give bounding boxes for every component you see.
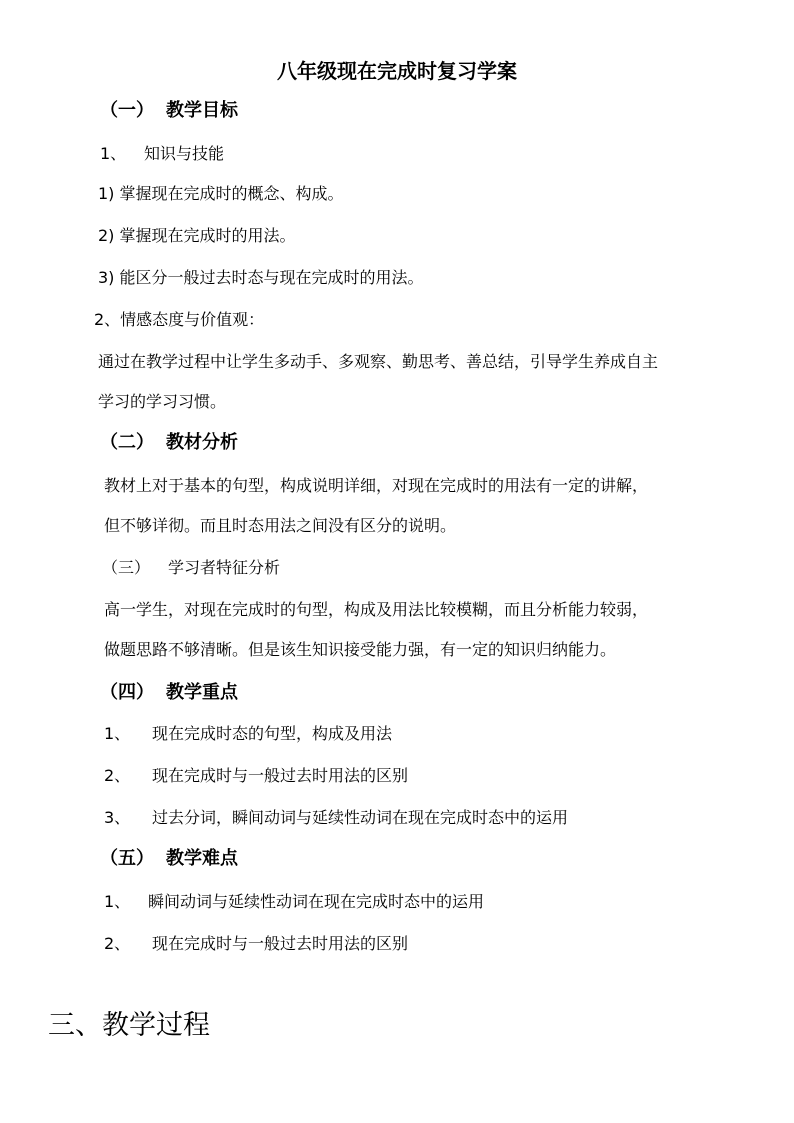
list-item (100, 142, 224, 166)
sub-item: 2) 掌握现在完成时的用法。 (98, 226, 296, 245)
item-number: 2、 (104, 934, 131, 953)
section-title: 学习者特征分析 (168, 558, 281, 577)
section-number: （五） (100, 848, 154, 869)
section-title: 教学难点 (166, 848, 238, 869)
list-item (104, 722, 392, 746)
item-text: 现在完成时与一般过去时用法的区别 (152, 934, 409, 953)
item-text: 知识与技能 (144, 144, 225, 163)
list-item (104, 890, 484, 914)
section-heading-learners (102, 556, 280, 580)
section-number: （三） (102, 558, 151, 577)
item-number: 1、 (100, 144, 127, 163)
item-text: 过去分词，瞬间动词与延续性动词在现在完成时态中的运用 (152, 808, 569, 827)
item-number: 1、 (104, 892, 131, 911)
item-text: 现在完成时与一般过去时用法的区别 (152, 766, 409, 785)
paragraph-line: 但不够详彻。而且时态用法之间没有区分的说明。 (104, 516, 457, 535)
paragraph-line: 学习的学习习惯。 (98, 392, 227, 411)
item-number: 3、 (104, 808, 131, 827)
section-title: 教学重点 (166, 682, 238, 703)
section-heading-teaching-process: 三、教学过程 (48, 1010, 210, 1041)
section-title: 教学目标 (166, 100, 238, 121)
section-heading-key-points (100, 680, 238, 706)
item-number: 2、 (104, 766, 131, 785)
section-title: 教材分析 (166, 432, 238, 453)
list-item (104, 764, 408, 788)
section-heading-materials (100, 430, 238, 456)
paragraph-line: 做题思路不够清晰。但是该生知识接受能力强，有一定的知识归纳能力。 (104, 640, 617, 659)
section-number: （四） (100, 682, 154, 703)
item-number: 1、 (104, 724, 131, 743)
list-item: 2、情感态度与价值观： (94, 310, 265, 329)
sub-item: 1) 掌握现在完成时的概念、构成。 (98, 184, 344, 203)
paragraph-line: 高一学生，对现在完成时的句型，构成及用法比较模糊，而且分析能力较弱， (104, 600, 649, 619)
paragraph-line: 教材上对于基本的句型，构成说明详细，对现在完成时的用法有一定的讲解， (104, 476, 649, 495)
list-item (104, 932, 408, 956)
section-number: （二） (100, 432, 154, 453)
paragraph-line: 通过在教学过程中让学生多动手、多观察、勤思考、善总结，引导学生养成自主 (98, 352, 659, 371)
item-text: 现在完成时态的句型，构成及用法 (152, 724, 393, 743)
document-title: 八年级现在完成时复习学案 (277, 59, 517, 83)
section-number: （一） (100, 100, 154, 121)
sub-item: 3) 能区分一般过去时态与现在完成时的用法。 (98, 268, 424, 287)
section-heading-difficulties (100, 846, 238, 872)
section-heading-objectives (100, 98, 238, 124)
item-text: 瞬间动词与延续性动词在现在完成时态中的运用 (148, 892, 485, 911)
list-item (104, 806, 568, 830)
